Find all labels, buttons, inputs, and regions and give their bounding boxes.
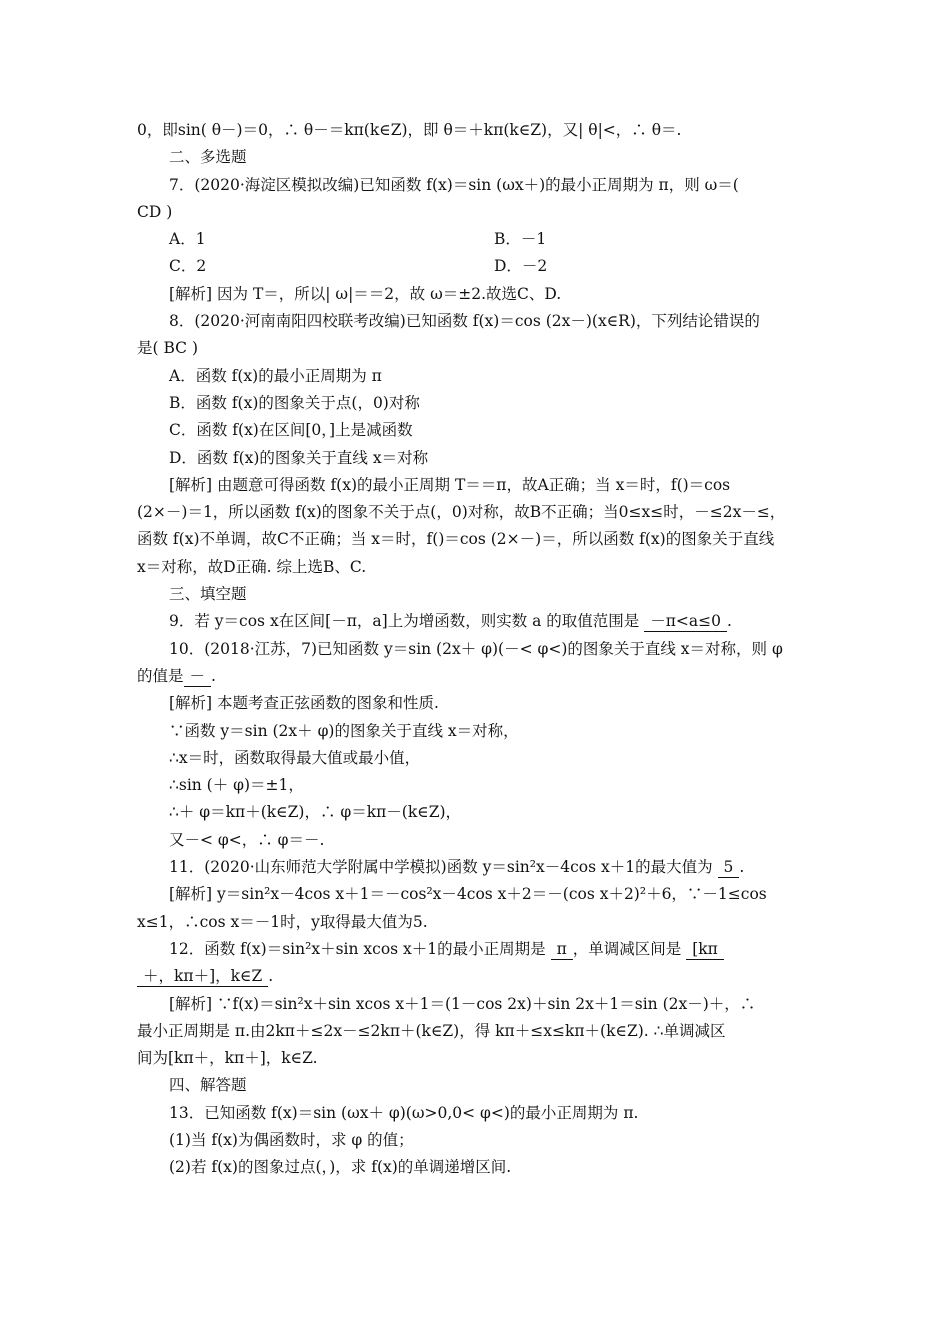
question-text: 的值是 [137, 666, 184, 685]
option-a: A．1 [169, 230, 206, 249]
question-13-stem: 13．已知函数 f(x)＝sin (ωx＋ φ)(ω>0,0< φ<)的最小正周期为 π. [169, 1103, 639, 1122]
sub-question: (2)若 f(x)的图象过点(，)，求 f(x)的单调递增区间. [169, 1158, 512, 1177]
solution-line: [解析] 由题意可得函数 f(x)的最小正周期 T＝＝π，故A正确；当 x＝时，f()＝cos [169, 475, 731, 494]
question-8-stem: 8．(2020·河南南阳四校联考改编)已知函数 f(x)＝cos (2x－)(x∈R)，下列结论错误的 [169, 312, 760, 331]
option-b: B．－1 [494, 230, 547, 249]
question-text: ，单调减区间是 [572, 939, 682, 958]
option-d: D．－2 [494, 257, 548, 276]
answer-blank: － [184, 666, 212, 687]
punctuation: . [739, 858, 745, 877]
solution-line: x≤1，∴cos x＝－1时，y取得最大值为5. [137, 912, 428, 931]
question-7-answer: CD ) [137, 202, 173, 221]
solution-line: [解析] 因为 T＝，所以| ω|＝＝2，故 ω＝±2.故选C、D. [169, 284, 562, 303]
solution-line: ∴x＝时，函数取得最大值或最小值， [169, 748, 421, 767]
question-10-stem: 10．(2018·江苏，7)已知函数 y＝sin (2x＋ φ)(－< φ<)的图象关于直线 x＝对称，则 φ [169, 639, 783, 658]
question-10-tail [137, 663, 817, 690]
solution-line: [解析] 本题考查正弦函数的图象和性质. [169, 694, 439, 713]
solution-line: 又－< φ<，∴ φ＝－. [169, 830, 325, 849]
solution-line: [解析] ∵f(x)＝sin²x＋sin xcos x＋1＝(1－cos 2x)＋sin 2x＋1＝sin (2x－)＋，∴ [169, 994, 756, 1013]
option-b: B．函数 f(x)的图象关于点(，0)对称 [169, 393, 420, 412]
answer-blank: [kπ [686, 939, 724, 960]
answer-blank: －π<a≤0 [644, 611, 727, 632]
question-11 [137, 854, 817, 881]
question-7-stem: 7．(2020·海淀区模拟改编)已知函数 f(x)＝sin (ωx＋)的最小正周期为 π，则 ω＝( [169, 175, 739, 194]
question-8-answer: 是( BC ) [137, 339, 198, 358]
solution-line: 间为[kπ＋，kπ＋]，k∈Z. [137, 1049, 318, 1068]
solution-line: ∵函数 y＝sin (2x＋ φ)的图象关于直线 x＝对称， [169, 721, 519, 740]
sub-question: (1)当 f(x)为偶函数时，求 φ 的值； [169, 1130, 414, 1149]
solution-line: (2×－)＝1，所以函数 f(x)的图象不关于点(，0)对称，故B不正确；当0≤x≤时，－≤2x－≤， [137, 503, 786, 522]
question-12-stem [137, 936, 817, 963]
solution-line: ∴sin (＋ φ)＝±1， [169, 776, 304, 795]
solution-line: x＝对称，故D正确. 综上选B、C. [137, 557, 367, 576]
option-row [137, 253, 817, 280]
option-d: D．函数 f(x)的图象关于直线 x＝对称 [169, 448, 429, 467]
question-12-tail [137, 963, 817, 990]
option-row [137, 226, 817, 253]
punctuation: . [268, 967, 274, 986]
punctuation: . [727, 612, 732, 631]
solution-line: 最小正周期是 π.由2kπ＋≤2x－≤2kπ＋(k∈Z)，得 kπ＋≤x≤kπ＋(k∈Z). ∴单调减区 [137, 1021, 726, 1040]
option-c: C．2 [169, 257, 207, 276]
question-text: 12．函数 f(x)＝sin²x＋sin xcos x＋1的最小正周期是 [169, 939, 546, 958]
solution-line: [解析] y＝sin²x－4cos x＋1＝－cos²x－4cos x＋2＝－(cos x＋2)²＋6，∵－1≤cos [169, 885, 767, 904]
punctuation: . [211, 666, 216, 685]
answer-blank: ＋，kπ＋]，k∈Z [137, 966, 268, 987]
question-9 [137, 608, 817, 635]
question-text: 11．(2020·山东师范大学附属中学模拟)函数 y＝sin²x－4cos x＋1的最大值为 [169, 858, 713, 877]
section-heading: 四、解答题 [169, 1076, 247, 1095]
option-a: A．函数 f(x)的最小正周期为 π [169, 366, 382, 385]
text-line: 0，即sin( θ－)＝0，∴ θ－＝kπ(k∈Z)，即 θ＝＋kπ(k∈Z)，又| θ|<，∴ θ＝. [137, 121, 682, 139]
answer-blank: 5 [718, 857, 740, 878]
section-heading: 二、多选题 [169, 148, 247, 167]
page-content [137, 117, 817, 1182]
solution-line: 函数 f(x)不单调，故C不正确；当 x＝时，f()＝cos (2×－)＝，所以函数 f(x)的图象关于直线 [137, 530, 775, 549]
solution-line: ∴＋ φ＝kπ＋(k∈Z)，∴ φ＝kπ－(k∈Z)， [169, 803, 462, 822]
answer-blank: π [551, 939, 573, 960]
section-heading: 三、填空题 [169, 585, 247, 604]
option-c: C．函数 f(x)在区间[0，]上是减函数 [169, 421, 413, 440]
question-text: 9．若 y＝cos x在区间[－π，a]上为增函数，则实数 a 的取值范围是 [169, 612, 640, 631]
